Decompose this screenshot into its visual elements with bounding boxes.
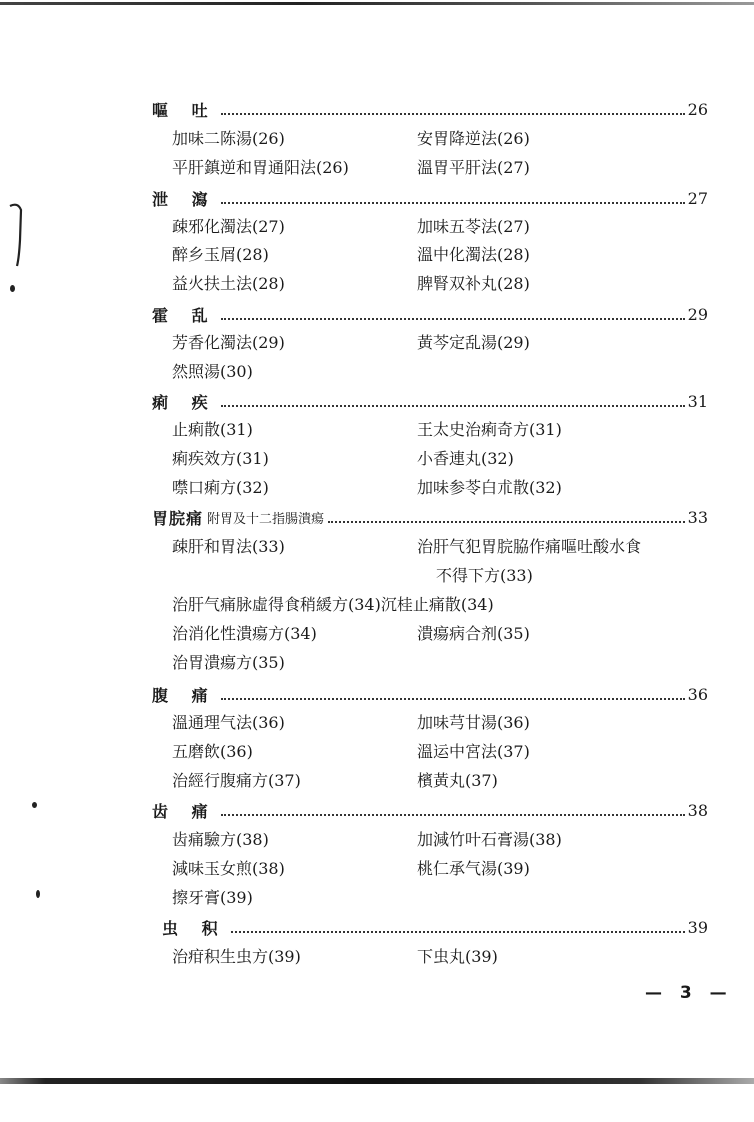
toc-entry: 治肝气犯胃脘脇作痛嘔吐酸水食	[417, 537, 642, 556]
toc-entry: 治經行腹痛方(37)	[172, 771, 301, 790]
dot-leader	[231, 931, 685, 933]
toc-entry: 治疳积生虫方(39)	[172, 947, 301, 966]
section-page: 26	[687, 99, 708, 119]
section-title: 胃脘痛	[152, 508, 204, 528]
section-heading	[152, 503, 708, 531]
section-page: 36	[687, 684, 708, 704]
page-number: — 3 —	[645, 983, 733, 1003]
section-title: 嘔 吐	[152, 100, 217, 120]
toc-entry: 加味二陈湯(26)	[172, 129, 285, 148]
toc-entry: 五磨飲(36)	[172, 742, 253, 761]
section-title: 泄 瀉	[152, 189, 217, 209]
toc-entry: 潰瘍病合剂(35)	[417, 624, 530, 643]
section-heading	[152, 387, 708, 415]
section-title: 霍 乱	[152, 305, 217, 325]
bottom-rule	[0, 1078, 754, 1084]
toc-entry: 加味参苓白朮散(32)	[417, 478, 562, 497]
section-page: 33	[687, 507, 708, 527]
toc-entry: 溫胃平肝法(27)	[417, 158, 530, 177]
toc-entry: 疎肝和胃法(33)	[172, 537, 285, 556]
toc-entry: 痢疾效方(31)	[172, 449, 269, 468]
section-heading	[152, 680, 708, 708]
section-page: 39	[687, 917, 708, 937]
toc-entry: 平肝鎮逆和胃通阳法(26)	[172, 158, 349, 177]
toc-entry: 桃仁承气湯(39)	[417, 859, 530, 878]
section-subtitle: 附胃及十二指腸潰瘍	[207, 511, 325, 527]
section-title: 痢 疾	[152, 392, 217, 412]
toc-entry-continued: 不得下方(33)	[436, 566, 533, 585]
margin-dot	[36, 890, 40, 898]
section-page: 38	[687, 800, 708, 820]
toc-entry: 擦牙膏(39)	[172, 888, 253, 907]
toc-entry: 噤口痢方(32)	[172, 478, 269, 497]
toc-entry: 醉乡玉屑(28)	[172, 245, 269, 264]
dot-leader	[221, 405, 685, 407]
dot-leader	[221, 698, 685, 700]
section-heading	[152, 184, 708, 212]
section-page: 27	[687, 188, 708, 208]
margin-bracket-mark	[8, 200, 26, 270]
toc-entry: 疎邪化濁法(27)	[172, 217, 285, 236]
toc-entry: 脾腎双补丸(28)	[417, 274, 530, 293]
margin-dot	[32, 802, 37, 808]
section-title: 虫 积	[162, 918, 227, 938]
toc-entry: 王太史治痢奇方(31)	[417, 420, 562, 439]
section-title: 腹 痛	[152, 685, 217, 705]
toc-entry: 安胃降逆法(26)	[417, 129, 530, 148]
toc-entry: 黃芩定乱湯(29)	[417, 333, 530, 352]
toc-entry: 小香連丸(32)	[417, 449, 514, 468]
toc-entry: 治肝气痛脉虛得食稍緩方(34)沉桂止痛散(34)	[172, 595, 494, 614]
toc-entry: 加味五苓法(27)	[417, 217, 530, 236]
dot-leader	[221, 202, 685, 204]
toc-entry: 檳黃丸(37)	[417, 771, 498, 790]
toc-entry: 減味玉女煎(38)	[172, 859, 285, 878]
section-heading	[152, 796, 708, 824]
section-title: 齿 痛	[152, 801, 217, 821]
top-rule	[0, 2, 754, 5]
toc-entry: 齿痛驗方(38)	[172, 830, 269, 849]
toc-entry: 治胃潰瘍方(35)	[172, 653, 285, 672]
section-heading	[152, 300, 708, 328]
toc-entry: 溫通理气法(36)	[172, 713, 285, 732]
toc-entry: 加減竹叶石膏湯(38)	[417, 830, 562, 849]
toc-entry: 益火扶土法(28)	[172, 274, 285, 293]
dot-leader	[328, 521, 685, 523]
section-page: 31	[687, 391, 708, 411]
toc-entry: 加味芎甘湯(36)	[417, 713, 530, 732]
toc-entry: 治消化性潰瘍方(34)	[172, 624, 317, 643]
dot-leader	[221, 318, 685, 320]
toc-entry: 溫运中宮法(37)	[417, 742, 530, 761]
toc-entry: 溫中化濁法(28)	[417, 245, 530, 264]
toc-entry: 然照湯(30)	[172, 362, 253, 381]
dot-leader	[221, 814, 685, 816]
dot-leader	[221, 113, 685, 115]
toc-entry: 芳香化濁法(29)	[172, 333, 285, 352]
section-heading	[152, 95, 708, 123]
margin-dot	[10, 285, 15, 292]
section-heading	[162, 913, 708, 941]
toc-entry: 下虫丸(39)	[417, 947, 498, 966]
section-page: 29	[687, 304, 708, 324]
toc-entry: 止痢散(31)	[172, 420, 253, 439]
